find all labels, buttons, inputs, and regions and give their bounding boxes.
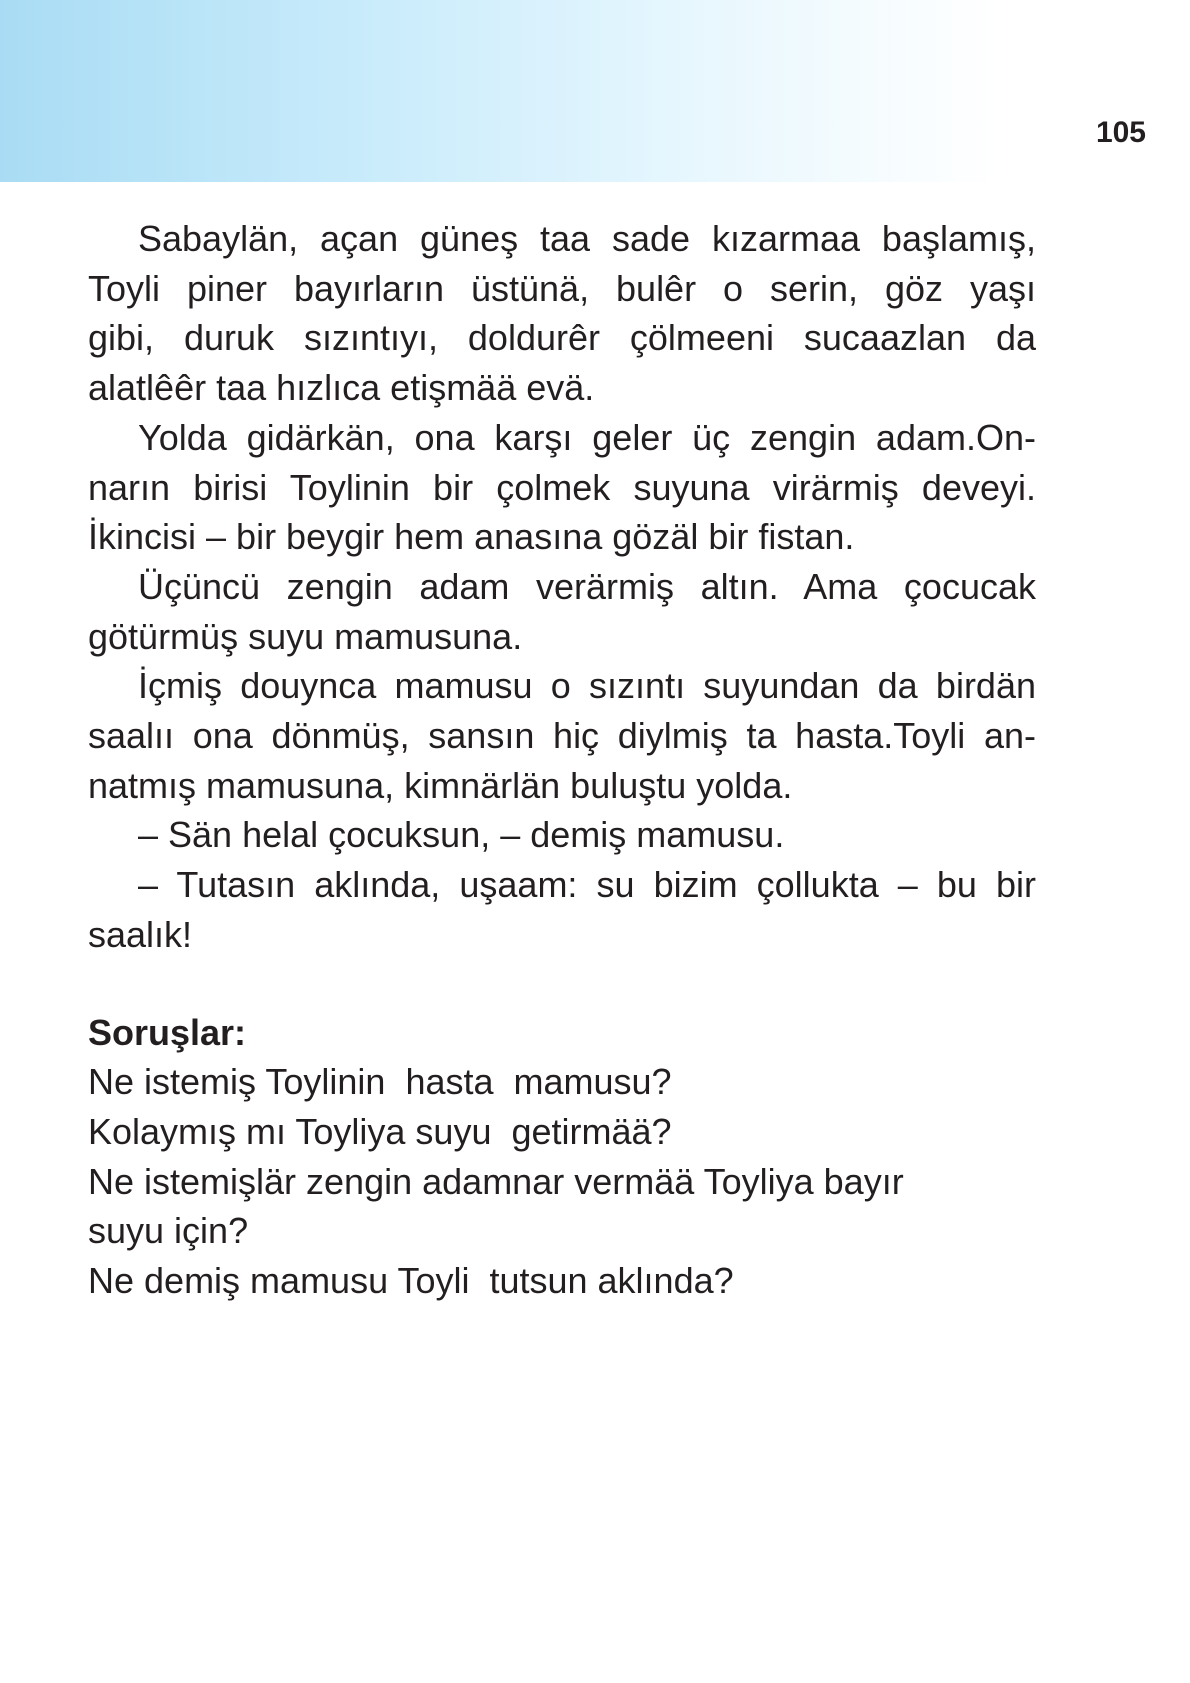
- story-line: saalıı ona dönmüş, sansın hiç diylmiş ta hasta.Toyli an-: [88, 715, 1036, 757]
- story-line: İkincisi – bir beygir hem anasına gözäl bir fistan.: [88, 516, 855, 558]
- question-line: Kolaymış mı Toyliya suyu getirmää?: [88, 1110, 672, 1152]
- story-line: gibi, duruk sızıntıyı, doldurêr çölmeeni sucaazlan da: [88, 317, 1036, 359]
- question-line: Ne istemişlär zengin adamnar vermää Toyliya bayır: [88, 1160, 904, 1202]
- story-text: [88, 214, 1036, 960]
- story-line: narın birisi Toylinin bir çolmek suyuna virärmiş deveyi.: [88, 466, 1036, 508]
- story-line: – Tutasın aklında, uşaam: su bizim çollukta – bu bir: [138, 864, 1036, 906]
- story-line: Toyli piner bayırların üstünä, bulêr o serin, göz yaşı: [88, 267, 1036, 309]
- question-line: Ne demiş mamusu Toyli tutsun aklında?: [88, 1260, 734, 1302]
- story-line: götürmüş suyu mamusuna.: [88, 615, 523, 657]
- story-line: İçmiş douynca mamusu o sızıntı suyundan da birdän: [138, 665, 1036, 707]
- story-line: Üçüncü zengin adam verärmiş altın. Ama çocucak: [138, 565, 1036, 607]
- page-content: [88, 214, 1036, 1306]
- questions-section: [88, 1008, 1036, 1306]
- section-gap: [88, 960, 1036, 1008]
- story-line: Yolda gidärkän, ona karşı geler üç zengin adam.On-: [138, 416, 1036, 458]
- story-line: saalık!: [88, 913, 193, 955]
- story-line: – Sän helal çocuksun, – demiş mamusu.: [138, 814, 785, 856]
- page-number: 105: [1095, 116, 1146, 149]
- story-line: alatlêêr taa hızlıca etişmää evä.: [88, 367, 595, 409]
- questions-heading: Soruşlar:: [88, 1011, 247, 1053]
- story-line: Sabaylän, açan güneş taa sade kızarmaa başlamış,: [138, 218, 1036, 259]
- question-line: suyu için?: [88, 1210, 249, 1252]
- story-line: natmış mamusuna, kimnärlän buluştu yolda.: [88, 764, 793, 806]
- question-line: Ne istemiş Toylinin hasta mamusu?: [88, 1061, 672, 1103]
- header-band: [0, 0, 1190, 182]
